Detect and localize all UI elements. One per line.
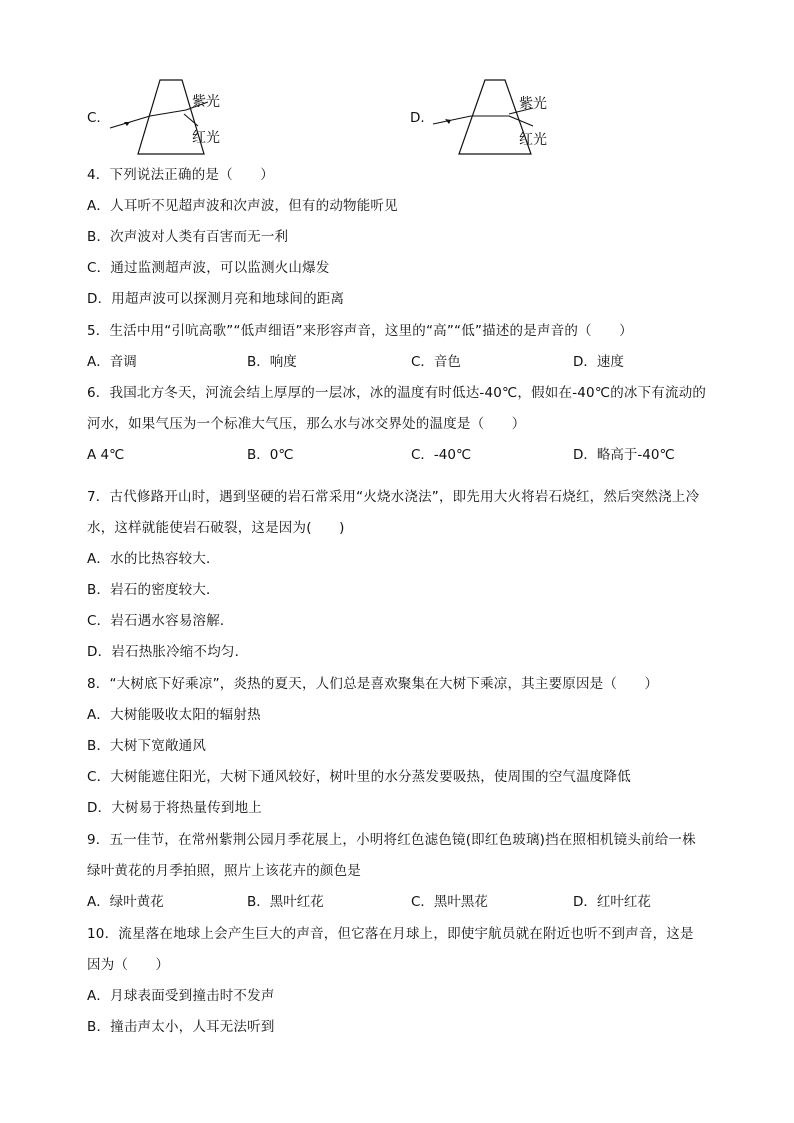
answer-option[interactable]: D．略高于-40℃ <box>573 447 675 463</box>
answer-option[interactable]: A 4℃ <box>87 447 125 463</box>
option-c-label: C. <box>87 110 101 126</box>
answer-option[interactable]: D．岩石热胀冷缩不均匀． <box>87 644 249 660</box>
question-stem: 绿叶黄花的月季拍照，照片上该花卉的颜色是 <box>87 863 361 879</box>
incident-ray <box>433 116 471 124</box>
answer-option[interactable]: D．速度 <box>573 354 624 370</box>
violet-light-label: 紫光 <box>192 94 220 110</box>
answer-option[interactable]: C．大树能遮住阳光，大树下通风较好，树叶里的水分蒸发要吸热，使周围的空气温度降低 <box>87 769 631 785</box>
answer-option[interactable]: A．大树能吸收太阳的辐射热 <box>87 707 261 723</box>
red-ray <box>184 114 198 126</box>
question-stem: 5．生活中用“引吭高歌”“低声细语”来形容声音，这里的“高”“低”描述的是声音的（ ） <box>87 323 633 339</box>
answer-option[interactable]: B．次声波对人类有百害而无一利 <box>87 229 289 245</box>
answer-option[interactable]: B．撞击声太小，人耳无法听到 <box>87 1019 275 1035</box>
question-stem: 10．流星落在地球上会产生巨大的声音，但它落在月球上，即使宇航员就在附近也听不到声音，这是 <box>87 926 694 942</box>
question-stem: 8．“大树底下好乘凉”，炎热的夏天，人们总是喜欢聚集在大树下乘凉，其主要原因是（ ） <box>87 676 659 692</box>
question-stem: 因为（ ） <box>87 957 170 973</box>
answer-option[interactable]: B．大树下宽敞通风 <box>87 738 207 754</box>
answer-option[interactable]: A．水的比热容较大． <box>87 551 220 567</box>
violet-light-label: 紫光 <box>519 96 547 112</box>
answer-option[interactable]: B．黑叶红花 <box>247 894 324 910</box>
question-stem: 9．五一佳节，在常州紫荆公园月季花展上，小明将红色滤色镜(即红色玻璃)挡在照相机镜头前给一株 <box>87 832 696 848</box>
answer-option[interactable]: C．音色 <box>411 354 461 370</box>
question-stem: 4．下列说法正确的是（ ） <box>87 167 274 183</box>
answer-option[interactable]: B．响度 <box>247 354 297 370</box>
red-light-label: 红光 <box>192 130 220 146</box>
answer-option[interactable]: A．绿叶黄花 <box>87 894 164 910</box>
question-stem: 7．古代修路开山时，遇到坚硬的岩石常采用“火烧水浇法”，即先用大火将岩石烧红，然后突然浇上冷 <box>87 489 700 505</box>
option-d-label: D. <box>410 110 425 126</box>
answer-option[interactable]: D．用超声波可以探测月亮和地球间的距离 <box>87 291 345 307</box>
answer-option[interactable]: C．黑叶黑花 <box>411 894 488 910</box>
answer-option[interactable]: D．大树易于将热量传到地上 <box>87 800 262 816</box>
question-stem: 水，这样就能使岩石破裂，这是因为( ) <box>87 520 345 536</box>
answer-option[interactable]: A．月球表面受到撞击时不发声 <box>87 988 275 1004</box>
prism-diagram-d <box>425 78 565 158</box>
answer-option[interactable]: C．通过监测超声波，可以监测火山爆发 <box>87 260 330 276</box>
answer-option[interactable]: B．岩石的密度较大． <box>87 582 220 598</box>
answer-option[interactable]: A．音调 <box>87 354 137 370</box>
answer-option[interactable]: C．岩石遇水容易溶解． <box>87 613 234 629</box>
answer-option[interactable]: A．人耳听不见超声波和次声波，但有的动物能听见 <box>87 198 398 214</box>
question-stem: 河水，如果气压为一个标准大气压，那么水与冰交界处的温度是（ ） <box>87 416 526 432</box>
answer-option[interactable]: B．0℃ <box>247 447 294 463</box>
red-light-label: 红光 <box>519 132 547 148</box>
answer-option[interactable]: C．-40℃ <box>411 447 472 463</box>
answer-option[interactable]: D．红叶红花 <box>573 894 651 910</box>
question-stem: 6．我国北方冬天，河流会结上厚厚的一层冰，冰的温度有时低达-40℃，假如在-40℃的冰下有流动的 <box>87 385 707 401</box>
prism-diagram-c <box>100 78 240 158</box>
